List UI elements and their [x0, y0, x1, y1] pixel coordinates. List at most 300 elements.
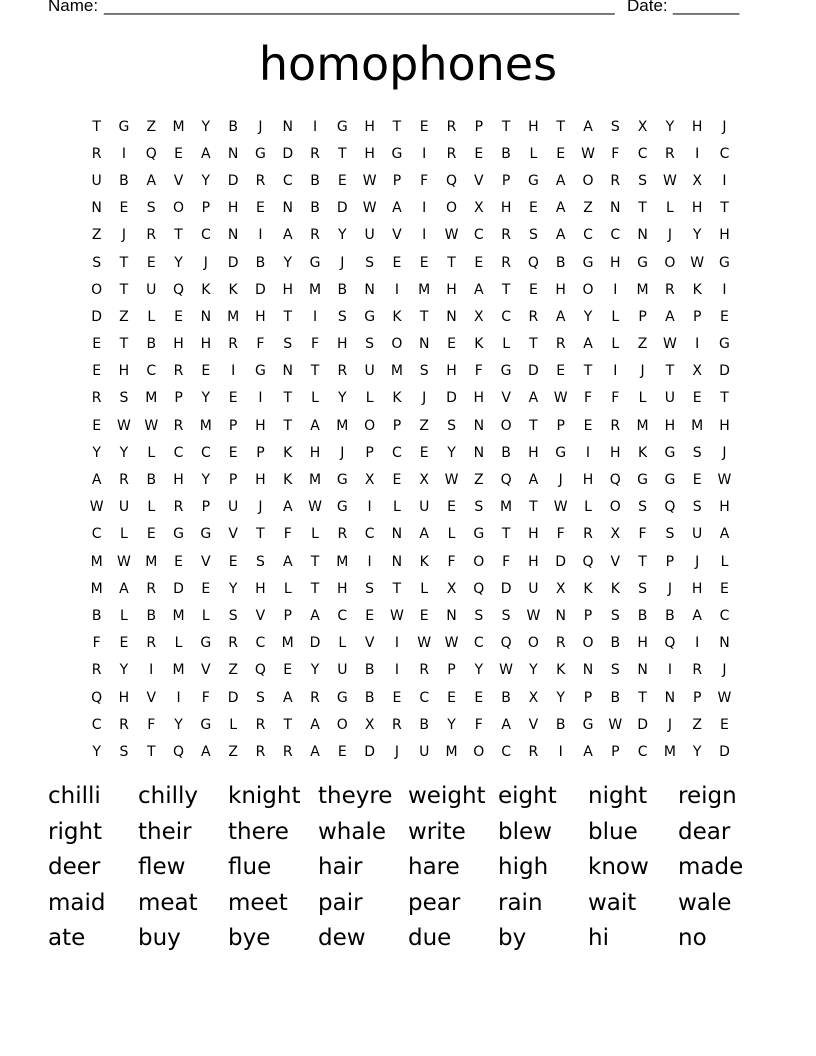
- grid-letter[interactable]: F: [474, 363, 483, 380]
- grid-letter[interactable]: G: [582, 254, 594, 271]
- grid-letter[interactable]: Y: [283, 254, 292, 271]
- grid-letter[interactable]: W: [581, 145, 595, 162]
- grid-letter[interactable]: Y: [665, 118, 675, 135]
- grid-letter[interactable]: O: [664, 254, 676, 271]
- grid-letter[interactable]: P: [392, 417, 402, 434]
- grid-letter[interactable]: R: [665, 281, 675, 298]
- grid-letter[interactable]: M: [636, 417, 649, 434]
- grid-letter[interactable]: T: [119, 254, 129, 271]
- grid-letter[interactable]: E: [528, 200, 538, 217]
- grid-letter[interactable]: M: [199, 417, 212, 434]
- grid-letter[interactable]: Y: [201, 118, 211, 135]
- grid-letter[interactable]: J: [667, 716, 672, 733]
- grid-letter[interactable]: E: [556, 363, 566, 380]
- grid-letter[interactable]: G: [527, 172, 539, 189]
- grid-letter[interactable]: H: [364, 118, 375, 135]
- grid-letter[interactable]: S: [146, 200, 156, 217]
- grid-letter[interactable]: B: [501, 444, 511, 461]
- grid-letter[interactable]: M: [691, 417, 704, 434]
- grid-letter[interactable]: H: [255, 417, 266, 434]
- grid-letter[interactable]: Y: [474, 662, 484, 679]
- grid-letter[interactable]: C: [719, 607, 730, 624]
- grid-letter[interactable]: A: [583, 336, 593, 353]
- grid-letter[interactable]: Y: [447, 716, 456, 733]
- grid-letter[interactable]: I: [695, 635, 700, 652]
- grid-letter[interactable]: O: [582, 172, 594, 189]
- grid-letter[interactable]: W: [662, 172, 677, 189]
- grid-letter[interactable]: F: [256, 336, 265, 353]
- grid-letter[interactable]: N: [391, 553, 403, 570]
- grid-letter[interactable]: A: [665, 308, 675, 325]
- grid-letter[interactable]: Y: [92, 743, 101, 760]
- grid-letter[interactable]: Q: [664, 499, 676, 516]
- grid-letter[interactable]: I: [667, 662, 672, 679]
- grid-letter[interactable]: G: [664, 444, 676, 461]
- grid-letter[interactable]: L: [120, 607, 128, 624]
- grid-letter[interactable]: T: [392, 580, 402, 597]
- grid-letter[interactable]: R: [173, 363, 184, 380]
- grid-letter[interactable]: E: [228, 390, 238, 407]
- grid-letter[interactable]: H: [255, 580, 266, 597]
- grid-letter[interactable]: A: [282, 553, 293, 570]
- grid-letter[interactable]: G: [336, 472, 348, 489]
- grid-letter[interactable]: W: [553, 390, 568, 407]
- grid-letter[interactable]: G: [637, 472, 649, 489]
- grid-letter[interactable]: S: [419, 363, 429, 380]
- grid-letter[interactable]: Y: [338, 390, 347, 407]
- grid-letter[interactable]: R: [255, 172, 266, 189]
- grid-letter[interactable]: O: [582, 281, 594, 298]
- grid-letter[interactable]: B: [555, 716, 566, 733]
- grid-letter[interactable]: S: [119, 390, 129, 407]
- grid-letter[interactable]: J: [722, 662, 727, 679]
- grid-letter[interactable]: I: [367, 499, 372, 516]
- grid-letter[interactable]: M: [172, 662, 185, 679]
- grid-letter[interactable]: O: [364, 417, 376, 434]
- grid-letter[interactable]: T: [556, 118, 565, 135]
- grid-letter[interactable]: L: [338, 635, 347, 652]
- grid-letter[interactable]: A: [692, 607, 702, 624]
- grid-letter[interactable]: M: [390, 363, 403, 380]
- grid-letter[interactable]: T: [119, 281, 129, 298]
- grid-letter[interactable]: K: [583, 580, 593, 597]
- grid-letter[interactable]: J: [667, 227, 672, 244]
- grid-letter[interactable]: I: [149, 662, 154, 679]
- grid-letter[interactable]: L: [393, 499, 401, 516]
- name-blank-line[interactable]: ______________________________________________________: [104, 0, 615, 15]
- grid-letter[interactable]: E: [419, 607, 429, 624]
- grid-letter[interactable]: M: [90, 553, 103, 570]
- grid-letter[interactable]: M: [172, 118, 185, 135]
- grid-letter[interactable]: G: [391, 145, 403, 162]
- grid-letter[interactable]: M: [172, 607, 185, 624]
- grid-letter[interactable]: U: [364, 363, 375, 380]
- grid-letter[interactable]: U: [528, 580, 539, 597]
- grid-letter[interactable]: R: [555, 635, 566, 652]
- grid-letter[interactable]: W: [117, 553, 131, 570]
- grid-letter[interactable]: P: [365, 444, 374, 461]
- grid-letter[interactable]: X: [692, 172, 702, 189]
- grid-letter[interactable]: E: [119, 635, 129, 652]
- grid-letter[interactable]: T: [392, 118, 402, 135]
- grid-letter[interactable]: D: [336, 200, 348, 217]
- grid-letter[interactable]: G: [309, 254, 321, 271]
- grid-letter[interactable]: A: [282, 689, 293, 706]
- grid-letter[interactable]: T: [665, 363, 675, 380]
- grid-letter[interactable]: A: [310, 716, 320, 733]
- grid-letter[interactable]: T: [501, 281, 511, 298]
- grid-letter[interactable]: F: [556, 526, 565, 543]
- grid-letter[interactable]: G: [200, 635, 212, 652]
- grid-letter[interactable]: E: [720, 308, 729, 325]
- grid-letter[interactable]: O: [527, 635, 539, 652]
- grid-letter[interactable]: G: [336, 118, 348, 135]
- grid-letter[interactable]: I: [695, 336, 700, 353]
- grid-letter[interactable]: K: [556, 662, 566, 679]
- grid-letter[interactable]: S: [365, 336, 375, 353]
- grid-letter[interactable]: C: [173, 444, 184, 461]
- grid-letter[interactable]: B: [228, 118, 238, 135]
- grid-letter[interactable]: H: [719, 227, 730, 244]
- grid-letter[interactable]: H: [610, 254, 621, 271]
- grid-letter[interactable]: D: [719, 743, 730, 760]
- grid-letter[interactable]: E: [337, 172, 347, 189]
- grid-letter[interactable]: C: [501, 308, 511, 325]
- grid-letter[interactable]: B: [91, 607, 102, 624]
- grid-letter[interactable]: A: [555, 308, 566, 325]
- grid-letter[interactable]: P: [501, 172, 511, 189]
- grid-letter[interactable]: H: [337, 336, 348, 353]
- grid-letter[interactable]: F: [611, 145, 620, 162]
- grid-letter[interactable]: W: [362, 200, 377, 217]
- grid-letter[interactable]: L: [311, 526, 319, 543]
- grid-letter[interactable]: Y: [692, 743, 702, 760]
- grid-letter[interactable]: P: [283, 607, 292, 624]
- grid-letter[interactable]: L: [120, 526, 128, 543]
- grid-letter[interactable]: V: [255, 607, 266, 624]
- grid-letter[interactable]: N: [418, 336, 430, 353]
- grid-letter[interactable]: Q: [500, 635, 512, 652]
- grid-letter[interactable]: D: [255, 281, 266, 298]
- grid-letter[interactable]: A: [201, 743, 211, 760]
- grid-letter[interactable]: O: [336, 716, 348, 733]
- grid-letter[interactable]: T: [310, 580, 320, 597]
- grid-letter[interactable]: W: [444, 227, 459, 244]
- grid-letter[interactable]: K: [283, 444, 293, 461]
- grid-letter[interactable]: Y: [201, 390, 211, 407]
- grid-letter[interactable]: N: [446, 607, 457, 624]
- grid-letter[interactable]: E: [583, 417, 593, 434]
- grid-letter[interactable]: C: [146, 363, 157, 380]
- grid-letter[interactable]: B: [364, 689, 375, 706]
- grid-letter[interactable]: S: [610, 662, 620, 679]
- grid-letter[interactable]: C: [583, 227, 593, 244]
- grid-letter[interactable]: R: [528, 308, 539, 325]
- grid-letter[interactable]: N: [582, 662, 594, 679]
- grid-letter[interactable]: C: [337, 607, 348, 624]
- grid-letter[interactable]: G: [200, 716, 212, 733]
- grid-letter[interactable]: Q: [173, 743, 185, 760]
- grid-letter[interactable]: E: [474, 254, 484, 271]
- grid-letter[interactable]: V: [392, 227, 402, 244]
- grid-letter[interactable]: Z: [228, 662, 238, 679]
- grid-letter[interactable]: W: [444, 472, 459, 489]
- grid-letter[interactable]: I: [722, 281, 727, 298]
- grid-letter[interactable]: A: [528, 472, 539, 489]
- grid-letter[interactable]: F: [92, 635, 101, 652]
- grid-letter[interactable]: E: [556, 145, 566, 162]
- grid-letter[interactable]: U: [364, 227, 375, 244]
- grid-letter[interactable]: I: [394, 662, 399, 679]
- grid-letter[interactable]: P: [611, 743, 620, 760]
- grid-letter[interactable]: H: [337, 580, 348, 597]
- grid-letter[interactable]: N: [364, 281, 375, 298]
- grid-letter[interactable]: E: [692, 472, 702, 489]
- grid-letter[interactable]: D: [282, 145, 294, 162]
- grid-letter[interactable]: I: [258, 227, 263, 244]
- grid-letter[interactable]: E: [720, 580, 729, 597]
- grid-letter[interactable]: W: [417, 635, 432, 652]
- grid-letter[interactable]: R: [228, 336, 238, 353]
- grid-letter[interactable]: N: [227, 227, 239, 244]
- grid-letter[interactable]: H: [691, 580, 703, 597]
- grid-letter[interactable]: B: [146, 607, 157, 624]
- grid-letter[interactable]: S: [692, 499, 702, 516]
- grid-letter[interactable]: G: [255, 145, 266, 162]
- grid-letter[interactable]: L: [611, 308, 620, 325]
- grid-letter[interactable]: N: [719, 635, 730, 652]
- grid-letter[interactable]: I: [722, 172, 727, 189]
- grid-letter[interactable]: B: [665, 607, 675, 624]
- grid-letter[interactable]: Y: [174, 254, 183, 271]
- grid-letter[interactable]: W: [662, 336, 677, 353]
- grid-letter[interactable]: E: [146, 526, 156, 543]
- grid-letter[interactable]: B: [610, 635, 621, 652]
- grid-letter[interactable]: S: [283, 336, 293, 353]
- grid-letter[interactable]: E: [119, 200, 129, 217]
- grid-letter[interactable]: O: [473, 743, 485, 760]
- grid-letter[interactable]: R: [419, 662, 430, 679]
- grid-letter[interactable]: Q: [500, 472, 512, 489]
- grid-letter[interactable]: K: [201, 281, 211, 298]
- grid-letter[interactable]: A: [392, 200, 402, 217]
- grid-letter[interactable]: F: [420, 172, 429, 189]
- grid-letter[interactable]: Z: [583, 200, 593, 217]
- grid-letter[interactable]: R: [555, 336, 566, 353]
- grid-letter[interactable]: E: [174, 308, 183, 325]
- grid-letter[interactable]: Q: [254, 662, 266, 679]
- grid-letter[interactable]: H: [227, 200, 239, 217]
- grid-letter[interactable]: W: [717, 689, 732, 706]
- grid-letter[interactable]: D: [500, 580, 512, 597]
- grid-letter[interactable]: S: [528, 227, 538, 244]
- grid-letter[interactable]: R: [146, 227, 157, 244]
- grid-letter[interactable]: Z: [474, 472, 484, 489]
- grid-letter[interactable]: W: [717, 472, 732, 489]
- grid-letter[interactable]: Q: [91, 689, 103, 706]
- grid-letter[interactable]: H: [528, 118, 539, 135]
- grid-letter[interactable]: X: [446, 580, 457, 597]
- grid-letter[interactable]: Y: [119, 662, 129, 679]
- grid-letter[interactable]: B: [310, 200, 320, 217]
- grid-letter[interactable]: V: [228, 526, 238, 543]
- grid-letter[interactable]: C: [473, 227, 484, 244]
- grid-letter[interactable]: H: [200, 336, 212, 353]
- grid-letter[interactable]: T: [501, 118, 511, 135]
- grid-letter[interactable]: B: [146, 336, 157, 353]
- grid-letter[interactable]: D: [364, 743, 375, 760]
- grid-letter[interactable]: C: [282, 172, 293, 189]
- grid-letter[interactable]: B: [610, 689, 621, 706]
- grid-letter[interactable]: I: [422, 145, 427, 162]
- grid-letter[interactable]: N: [282, 200, 293, 217]
- grid-letter[interactable]: H: [691, 118, 703, 135]
- grid-letter[interactable]: C: [392, 444, 402, 461]
- grid-letter[interactable]: K: [637, 444, 648, 461]
- grid-letter[interactable]: J: [203, 254, 208, 271]
- grid-letter[interactable]: G: [555, 444, 567, 461]
- grid-letter[interactable]: T: [283, 716, 292, 733]
- grid-letter[interactable]: O: [473, 553, 485, 570]
- grid-letter[interactable]: P: [256, 444, 265, 461]
- grid-letter[interactable]: R: [446, 145, 457, 162]
- grid-letter[interactable]: G: [664, 472, 676, 489]
- grid-letter[interactable]: B: [337, 281, 348, 298]
- grid-letter[interactable]: G: [719, 254, 730, 271]
- grid-letter[interactable]: A: [201, 145, 211, 162]
- grid-letter[interactable]: H: [610, 444, 621, 461]
- grid-letter[interactable]: T: [638, 689, 647, 706]
- grid-letter[interactable]: F: [474, 716, 483, 733]
- grid-letter[interactable]: E: [474, 689, 484, 706]
- grid-letter[interactable]: R: [173, 499, 184, 516]
- grid-letter[interactable]: C: [200, 444, 211, 461]
- grid-letter[interactable]: T: [283, 308, 292, 325]
- grid-letter[interactable]: G: [118, 118, 130, 135]
- grid-letter[interactable]: E: [337, 743, 347, 760]
- grid-letter[interactable]: W: [526, 607, 541, 624]
- grid-letter[interactable]: J: [722, 444, 727, 461]
- grid-letter[interactable]: T: [720, 390, 729, 407]
- grid-letter[interactable]: O: [582, 635, 594, 652]
- grid-letter[interactable]: M: [336, 417, 349, 434]
- grid-letter[interactable]: I: [422, 227, 427, 244]
- grid-letter[interactable]: T: [529, 499, 538, 516]
- grid-letter[interactable]: E: [392, 472, 402, 489]
- grid-letter[interactable]: C: [637, 743, 648, 760]
- grid-letter[interactable]: G: [582, 716, 594, 733]
- grid-letter[interactable]: R: [665, 145, 675, 162]
- grid-letter[interactable]: C: [501, 743, 511, 760]
- grid-letter[interactable]: N: [664, 689, 676, 706]
- grid-letter[interactable]: E: [201, 580, 211, 597]
- grid-letter[interactable]: B: [119, 172, 129, 189]
- grid-letter[interactable]: W: [553, 499, 568, 516]
- grid-letter[interactable]: G: [719, 336, 730, 353]
- grid-letter[interactable]: P: [201, 200, 211, 217]
- grid-letter[interactable]: B: [255, 254, 266, 271]
- grid-letter[interactable]: W: [308, 499, 322, 516]
- grid-letter[interactable]: R: [610, 417, 621, 434]
- grid-letter[interactable]: I: [613, 281, 618, 298]
- grid-letter[interactable]: T: [256, 526, 265, 543]
- grid-letter[interactable]: U: [419, 743, 430, 760]
- grid-letter[interactable]: H: [118, 689, 130, 706]
- grid-letter[interactable]: G: [364, 308, 376, 325]
- grid-letter[interactable]: L: [365, 390, 374, 407]
- grid-letter[interactable]: H: [255, 308, 266, 325]
- grid-letter[interactable]: A: [583, 118, 593, 135]
- grid-letter[interactable]: Q: [609, 472, 621, 489]
- grid-letter[interactable]: E: [92, 336, 102, 353]
- grid-letter[interactable]: B: [419, 716, 430, 733]
- grid-letter[interactable]: A: [310, 607, 320, 624]
- grid-letter[interactable]: T: [529, 417, 538, 434]
- grid-letter[interactable]: E: [256, 200, 265, 217]
- grid-letter[interactable]: R: [337, 363, 348, 380]
- grid-letter[interactable]: R: [255, 743, 266, 760]
- grid-letter[interactable]: F: [583, 390, 593, 407]
- grid-letter[interactable]: A: [282, 499, 293, 516]
- grid-letter[interactable]: V: [528, 716, 539, 733]
- grid-letter[interactable]: P: [556, 417, 565, 434]
- grid-letter[interactable]: H: [309, 444, 321, 461]
- grid-letter[interactable]: R: [610, 172, 621, 189]
- grid-letter[interactable]: D: [637, 716, 648, 733]
- grid-letter[interactable]: H: [282, 281, 293, 298]
- grid-letter[interactable]: S: [337, 308, 347, 325]
- grid-letter[interactable]: Y: [119, 444, 129, 461]
- grid-letter[interactable]: R: [173, 417, 184, 434]
- grid-letter[interactable]: L: [529, 145, 538, 162]
- grid-letter[interactable]: R: [692, 662, 703, 679]
- grid-letter[interactable]: H: [528, 444, 539, 461]
- grid-letter[interactable]: I: [258, 390, 263, 407]
- grid-letter[interactable]: T: [638, 553, 647, 570]
- grid-letter[interactable]: B: [364, 662, 375, 679]
- grid-letter[interactable]: T: [174, 227, 183, 244]
- grid-letter[interactable]: S: [474, 607, 484, 624]
- grid-letter[interactable]: L: [147, 444, 156, 461]
- grid-letter[interactable]: F: [201, 689, 210, 706]
- grid-letter[interactable]: M: [145, 390, 158, 407]
- grid-letter[interactable]: C: [719, 145, 730, 162]
- grid-letter[interactable]: R: [91, 390, 102, 407]
- grid-letter[interactable]: C: [364, 526, 375, 543]
- grid-letter[interactable]: L: [311, 390, 319, 407]
- grid-letter[interactable]: H: [473, 390, 485, 407]
- grid-letter[interactable]: E: [447, 689, 456, 706]
- grid-letter[interactable]: J: [722, 118, 727, 135]
- grid-letter[interactable]: K: [228, 281, 238, 298]
- grid-letter[interactable]: L: [638, 390, 647, 407]
- grid-letter[interactable]: I: [585, 444, 591, 461]
- grid-letter[interactable]: T: [447, 254, 456, 271]
- grid-letter[interactable]: F: [283, 526, 292, 543]
- grid-letter[interactable]: C: [473, 635, 484, 652]
- grid-letter[interactable]: H: [582, 472, 594, 489]
- grid-letter[interactable]: P: [638, 308, 647, 325]
- grid-letter[interactable]: Y: [556, 689, 565, 706]
- grid-letter[interactable]: Y: [447, 444, 456, 461]
- grid-letter[interactable]: S: [255, 553, 265, 570]
- grid-letter[interactable]: O: [500, 417, 512, 434]
- grid-letter[interactable]: H: [691, 200, 703, 217]
- grid-letter[interactable]: Q: [173, 281, 185, 298]
- grid-letter[interactable]: S: [638, 499, 648, 516]
- grid-letter[interactable]: I: [176, 689, 181, 706]
- grid-letter[interactable]: T: [310, 553, 320, 570]
